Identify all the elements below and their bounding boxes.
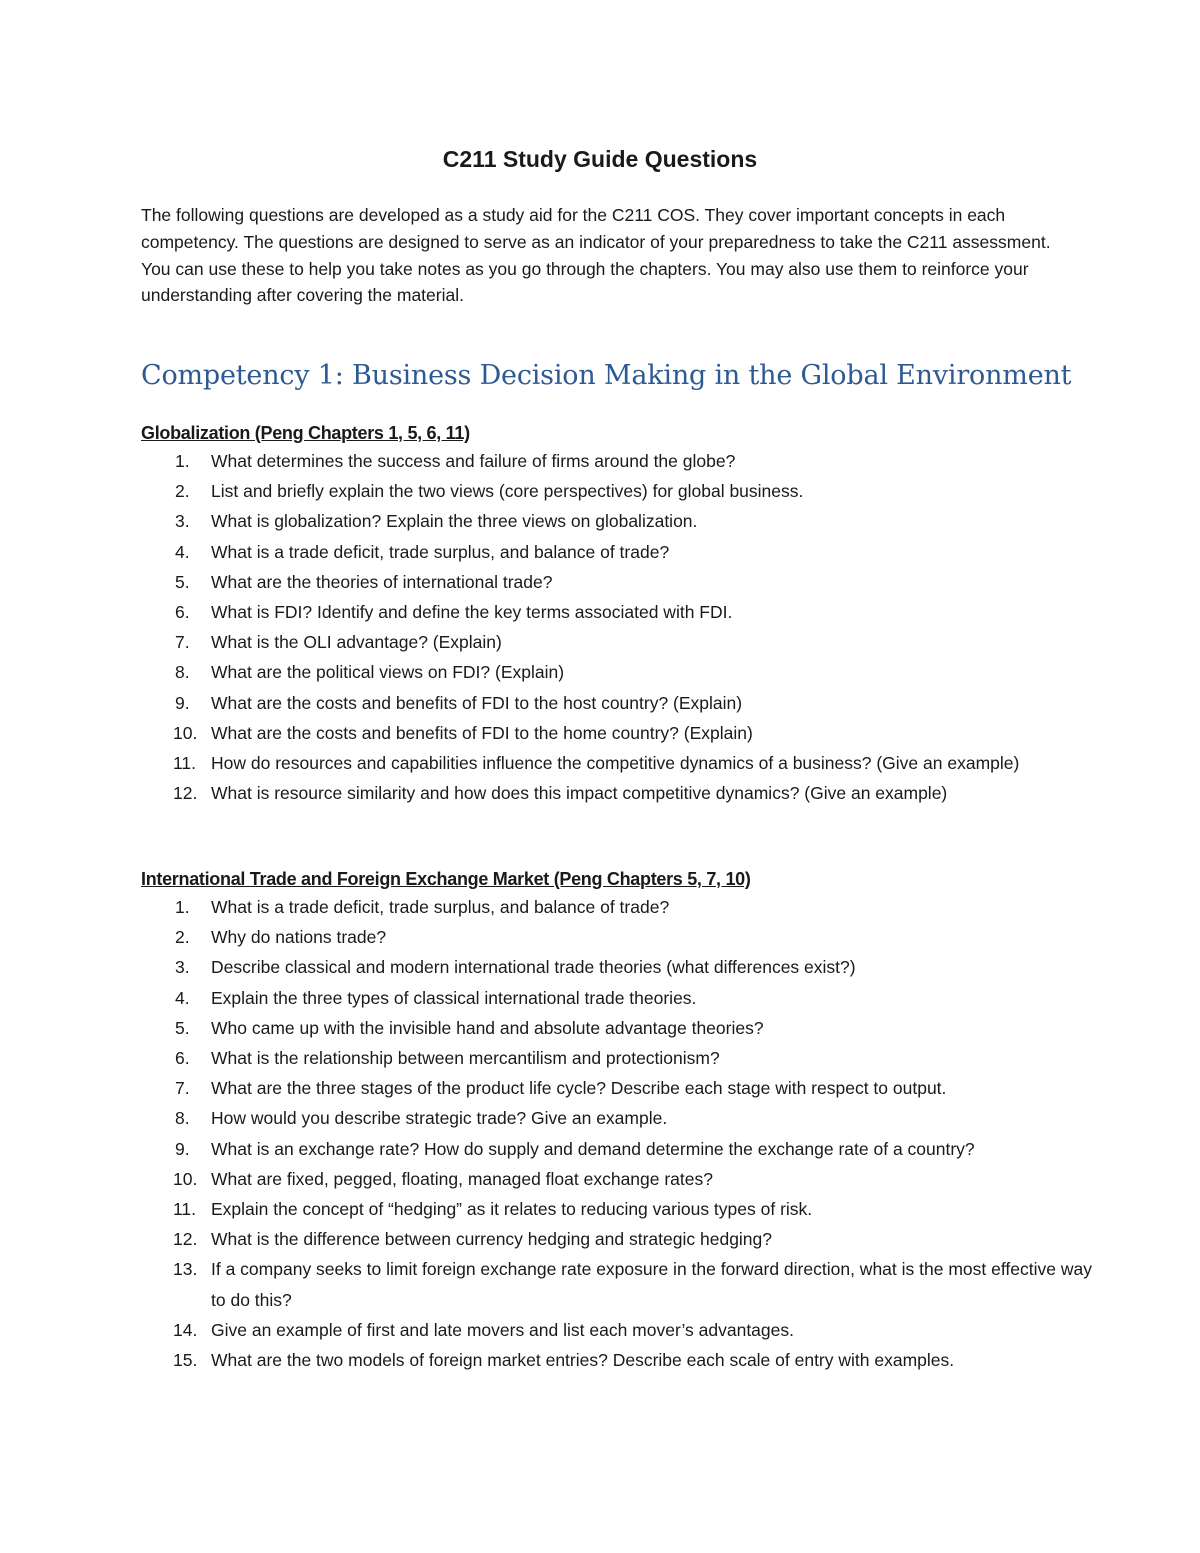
question-text: What determines the success and failure of firms around the globe? — [211, 451, 736, 471]
question-text: Why do nations trade? — [211, 927, 387, 948]
question-number: 12. — [173, 1229, 198, 1250]
question-item — [141, 952, 1101, 982]
document-title: C211 Study Guide Questions — [442, 146, 758, 172]
question-text: What is a trade deficit, trade surplus, and balance of trade? — [211, 897, 670, 917]
question-item — [141, 1043, 1101, 1073]
question-item — [141, 476, 1101, 506]
question-number: 7. — [175, 1078, 190, 1099]
question-text: What is the relationship between mercantilism and protectionism? — [211, 1048, 720, 1069]
question-number: 5. — [175, 1017, 190, 1038]
question-item — [141, 1254, 1101, 1314]
question-text: What are the theories of international trade? — [211, 571, 553, 592]
question-number: 11. — [173, 1199, 197, 1220]
question-item — [141, 1013, 1101, 1043]
question-text: What is the OLI advantage? (Explain) — [211, 632, 502, 653]
question-number: 15. — [173, 1350, 198, 1371]
question-number: 9. — [175, 1138, 190, 1159]
question-item — [141, 983, 1101, 1013]
question-item — [141, 567, 1101, 597]
question-item — [141, 506, 1101, 536]
question-text: How do resources and capabilities influence the competitive dynamics of a business? (Give an example) — [211, 753, 1020, 774]
question-text: Who came up with the invisible hand and absolute advantage theories? — [211, 1017, 764, 1038]
section-globalization — [141, 420, 1101, 808]
question-list — [141, 446, 1101, 808]
question-number: 13. — [173, 1259, 198, 1280]
question-number: 11. — [173, 753, 197, 774]
question-text: If a company seeks to limit foreign exchange rate exposure in the forward direction, what is the most effective way to do this? — [211, 1259, 1092, 1310]
question-text: What is FDI? Identify and define the key terms associated with FDI. — [211, 602, 733, 623]
question-number: 6. — [175, 602, 190, 623]
section-heading: International Trade and Foreign Exchange Market (Peng Chapters 5, 7, 10) — [141, 869, 751, 889]
question-text: Give an example of first and late movers and list each mover’s advantages. — [211, 1319, 794, 1340]
question-number: 2. — [175, 927, 190, 948]
question-item — [141, 1345, 1101, 1375]
question-text: What are the political views on FDI? (Explain) — [211, 662, 565, 683]
question-text: Explain the three types of classical international trade theories. — [211, 987, 697, 1008]
question-item — [141, 718, 1101, 748]
question-number: 4. — [175, 541, 190, 562]
question-number: 6. — [175, 1048, 190, 1069]
question-item — [141, 1164, 1101, 1194]
question-text: What are the two models of foreign market entries? Describe each scale of entry with examples. — [211, 1350, 955, 1371]
question-text: List and briefly explain the two views (core perspectives) for global business. — [211, 481, 804, 502]
question-number: 1. — [175, 451, 190, 471]
question-item — [141, 922, 1101, 952]
question-item — [141, 892, 1101, 922]
question-number: 4. — [175, 987, 190, 1008]
question-item — [141, 778, 1101, 808]
question-item — [141, 1073, 1101, 1103]
question-item — [141, 446, 1101, 476]
question-number: 10. — [173, 1168, 198, 1189]
question-number: 3. — [175, 511, 190, 532]
question-text: What is a trade deficit, trade surplus, and balance of trade? — [211, 541, 670, 562]
question-text: What is resource similarity and how does this impact competitive dynamics? (Give an example) — [211, 783, 948, 804]
question-text: Explain the concept of “hedging” as it relates to reducing various types of risk. — [211, 1199, 813, 1220]
question-item — [141, 627, 1101, 657]
competency-heading: Competency 1: Business Decision Making in the Global Environment — [141, 360, 1072, 391]
question-number: 8. — [175, 1108, 190, 1129]
question-item — [141, 748, 1101, 778]
question-number: 7. — [175, 632, 190, 653]
question-item — [141, 1194, 1101, 1224]
question-item — [141, 1103, 1101, 1133]
intro-paragraph: The following questions are developed as a study aid for the C211 COS. They cover important concepts in each competency. The questions are designed to serve as an indicator of your preparedness to take the C211 assessment. You can use these to help you take notes as you go through the chapters. You may also use them to reinforce your understanding after covering the material. — [141, 205, 1051, 306]
question-text: What is an exchange rate? How do supply and demand determine the exchange rate of a country? — [211, 1138, 975, 1159]
question-text: What are the costs and benefits of FDI to the home country? (Explain) — [211, 722, 753, 743]
question-text: What are the three stages of the product life cycle? Describe each stage with respect to output. — [211, 1078, 947, 1099]
section-international-trade — [141, 866, 1101, 1375]
section-heading: Globalization (Peng Chapters 1, 5, 6, 11) — [141, 423, 470, 443]
question-number: 1. — [175, 897, 190, 917]
question-item — [141, 688, 1101, 718]
question-text: What is globalization? Explain the three views on globalization. — [211, 511, 698, 532]
question-item — [141, 597, 1101, 627]
question-item — [141, 1134, 1101, 1164]
question-number: 3. — [175, 957, 190, 978]
question-item — [141, 537, 1101, 567]
question-item — [141, 1224, 1101, 1254]
question-text: Describe classical and modern international trade theories (what differences exist?) — [211, 957, 856, 978]
question-list — [141, 892, 1101, 1375]
question-number: 14. — [173, 1319, 198, 1340]
question-text: What are fixed, pegged, floating, managed float exchange rates? — [211, 1168, 713, 1189]
question-text: What are the costs and benefits of FDI to the host country? (Explain) — [211, 692, 743, 713]
question-item — [141, 1315, 1101, 1345]
question-text: What is the difference between currency hedging and strategic hedging? — [211, 1229, 773, 1250]
question-number: 8. — [175, 662, 190, 683]
question-item — [141, 657, 1101, 687]
question-number: 2. — [175, 481, 190, 502]
question-number: 12. — [173, 783, 198, 804]
question-number: 10. — [173, 722, 198, 743]
question-number: 5. — [175, 571, 190, 592]
question-number: 9. — [175, 692, 190, 713]
question-text: How would you describe strategic trade? Give an example. — [211, 1108, 668, 1129]
